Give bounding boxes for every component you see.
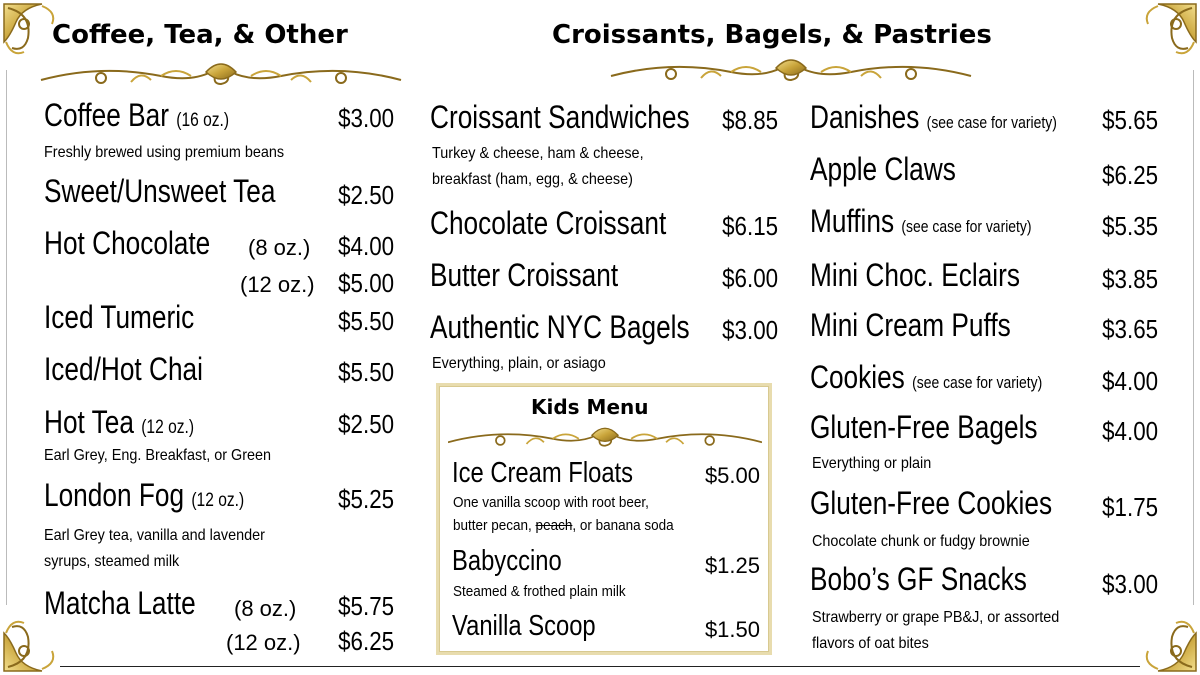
menu-item-price: $6.25 [1102,160,1158,190]
menu-item-price: $6.00 [722,263,778,293]
menu-item-price: $3.00 [1102,569,1158,599]
menu-item-price: $8.85 [722,105,778,135]
menu-item-price: $5.65 [1102,105,1158,135]
flourish-divider-icon [448,426,762,448]
menu-item-name: Hot Tea (12 oz.) [44,404,195,440]
menu-item-description: Turkey & cheese, ham & cheese, [432,145,644,162]
menu-item-price: $2.50 [338,180,394,210]
menu-item-name: Muffins (see case for variety) [810,203,1032,239]
menu-item-price: $5.75 [338,591,394,621]
menu-item-price: $5.00 [338,268,394,298]
kids-item-description: butter pecan, peach, or banana soda [453,517,674,534]
menu-item-description: Freshly brewed using premium beans [44,144,285,161]
menu-item-description: Earl Grey tea, vanilla and lavender [44,527,265,544]
menu-item-description: Strawberry or grape PB&J, or assorted [812,609,1060,626]
menu-item-description: syrups, steamed milk [44,553,180,570]
menu-item-name: Croissant Sandwiches [430,99,690,135]
menu-item-description: flavors of oat bites [812,635,929,652]
menu-item-description: breakfast (ham, egg, & cheese) [432,171,633,188]
menu-item-price: $5.50 [338,357,394,387]
menu-item-name: Authentic NYC Bagels [430,309,690,345]
corner-ornament-icon [1138,2,1198,62]
menu-item-price: $5.35 [1102,211,1158,241]
menu-item-name: Danishes (see case for variety) [810,99,1057,135]
menu-item-name: Iced Tumeric [44,299,195,335]
menu-item-size: (8 oz.) [234,596,297,621]
kids-menu-title: Kids Menu [531,395,649,419]
menu-item-price: $3.65 [1102,314,1158,344]
menu-item-description: Earl Grey, Eng. Breakfast, or Green [44,447,272,464]
menu-item-name: Mini Choc. Eclairs [810,257,1020,293]
flourish-divider-icon [610,58,972,82]
menu-item-name: Gluten-Free Cookies [810,485,1053,521]
menu-item-name: Mini Cream Puffs [810,307,1011,343]
corner-ornament-icon [2,613,62,673]
menu-item-name: Apple Claws [810,151,956,187]
menu-item-price: $5.50 [338,306,394,336]
menu-item-name: Coffee Bar (16 oz.) [44,97,230,133]
menu-item-name: Chocolate Croissant [430,205,667,241]
menu-item-name: Cookies (see case for variety) [810,359,1043,395]
kids-item-name: Vanilla Scoop [452,610,596,642]
menu-item-price: $4.00 [338,231,394,261]
menu-item-name: London Fog (12 oz.) [44,477,245,513]
menu-item-price: $3.00 [722,315,778,345]
menu-item-name: Sweet/Unsweet Tea [44,173,276,209]
menu-item-price: $6.25 [338,626,394,656]
menu-item-name: Iced/Hot Chai [44,351,203,387]
menu-item-price: $5.25 [338,484,394,514]
menu-item-price: $6.15 [722,211,778,241]
section-title-drinks: Coffee, Tea, & Other [52,20,348,50]
menu-item-name: Hot Chocolate [44,225,211,261]
menu-item-description: Chocolate chunk or fudgy brownie [812,533,1030,550]
menu-item-price: $2.50 [338,409,394,439]
menu-item-price: $3.00 [338,103,394,133]
frame-line-bottom [60,666,1140,667]
kids-item-name: Babyccino [452,545,562,577]
kids-item-description: One vanilla scoop with root beer, [453,494,649,511]
kids-item-name: Ice Cream Floats [452,457,634,489]
menu-item-price: $3.85 [1102,264,1158,294]
menu-item-name: Bobo’s GF Snacks [810,561,1027,597]
menu-item-description: Everything or plain [812,455,932,472]
menu-item-size: (12 oz.) [226,630,301,655]
kids-item-price: $5.00 [704,463,760,488]
menu-item-name: Matcha Latte [44,585,196,621]
frame-line-left [6,70,7,605]
menu-item-size: (8 oz.) [248,235,311,260]
kids-item-description: Steamed & frothed plain milk [453,583,626,600]
frame-line-right [1193,70,1194,605]
kids-item-price: $1.25 [704,553,760,578]
menu-item-price: $1.75 [1102,492,1158,522]
menu-item-name: Gluten-Free Bagels [810,409,1038,445]
corner-ornament-icon [1138,613,1198,673]
menu-item-size: (12 oz.) [240,272,315,297]
menu-item-name: Butter Croissant [430,257,619,293]
menu-item-price: $4.00 [1102,366,1158,396]
section-title-pastries: Croissants, Bagels, & Pastries [552,20,992,50]
menu-item-description: Everything, plain, or asiago [432,355,606,372]
flourish-divider-icon [40,62,402,86]
kids-item-price: $1.50 [704,617,760,642]
menu-item-price: $4.00 [1102,416,1158,446]
